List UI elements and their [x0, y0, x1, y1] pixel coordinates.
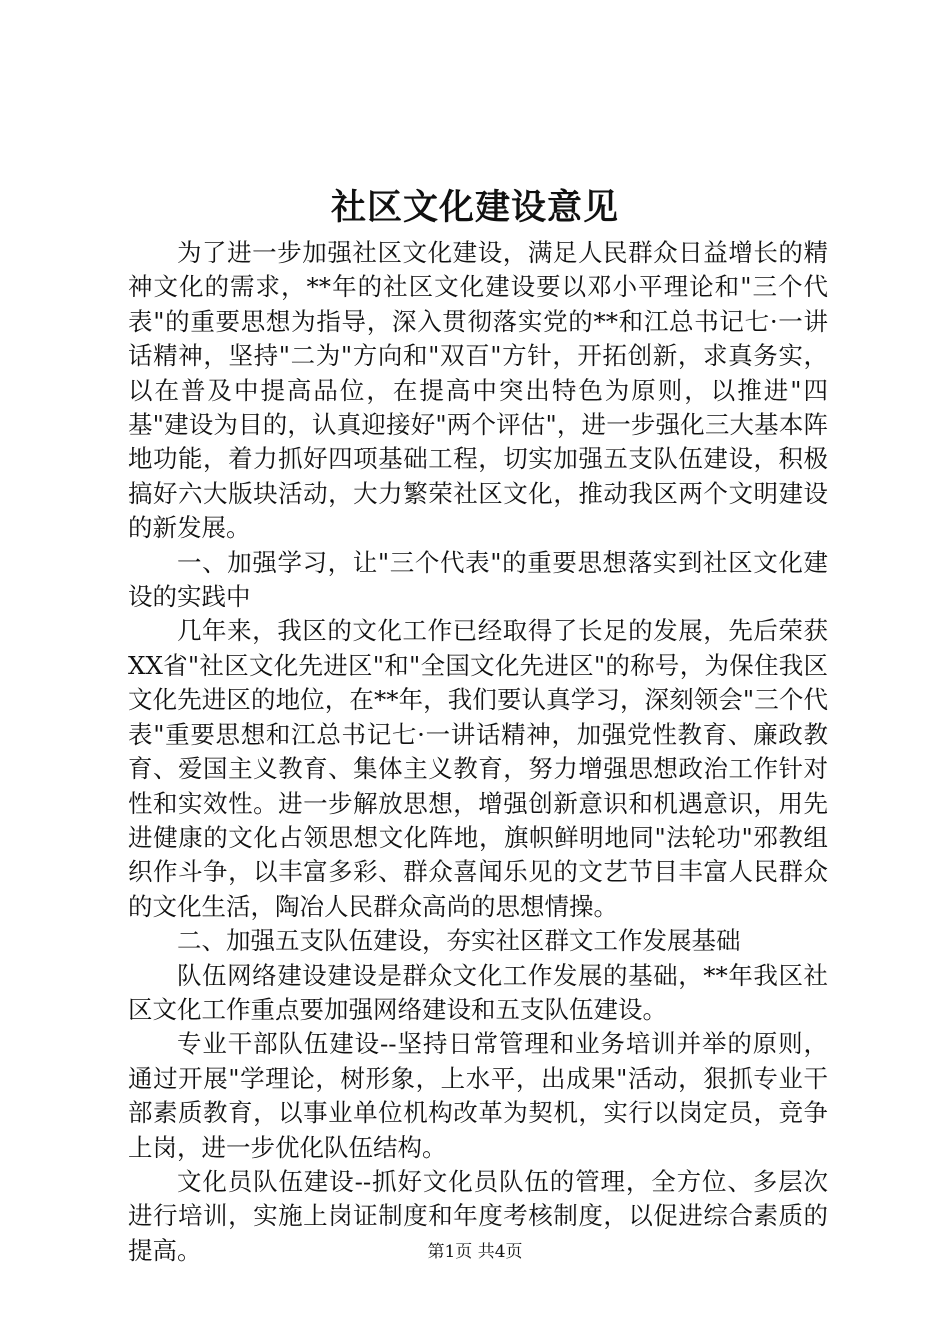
paragraph-professional-cadre: 专业干部队伍建设--坚持日常管理和业务培训并举的原则，通过开展"学理论，树形象，上水平，出成果"活动，狠抓专业干部素质教育，以事业单位机构改革为契机，实行以岗定员，竞争上岗，进一步优化队伍结构。 [128, 1029, 828, 1162]
section-heading-2: 二、加强五支队伍建设，夯实社区群文工作发展基础 [177, 926, 741, 956]
section-heading-1: 一、加强学习，让"三个代表"的重要思想落实到社区文化建设的实践中 [128, 547, 828, 612]
paragraph-section-1: 几年来，我区的文化工作已经取得了长足的发展，先后荣获XX省"社区文化先进区"和"全国文化先进区"的称号，为保住我区文化先进区的地位，在**年，我们要认真学习，深刻领会"三个代表"重要思想和江总书记七·一讲话精神，加强党性教育、廉政教育、爱国主义教育、集体主义教育，努力增强思想政治工作针对性和实效性。进一步解放思想，增强创新意识和机遇意识，用先进健康的文化占领思想文化阵地，旗帜鲜明地同"法轮功"邪教组织作斗争，以丰富多彩、群众喜闻乐见的文艺节目丰富人民群众的文化生活，陶冶人民群众高尚的思想情操。 [128, 616, 828, 921]
paragraph-culture-staff: 文化员队伍建设--抓好文化员队伍的管理，全方位、多层次进行培训，实施上岗证制度和年度考核制度，以促进综合素质的提高。 [128, 1166, 828, 1265]
document-title: 社区文化建设意见 [330, 187, 619, 228]
paragraph-intro: 为了进一步加强社区文化建设，满足人民群众日益增长的精神文化的需求，**年的社区文化建设要以邓小平理论和"三个代表"的重要思想为指导，深入贯彻落实党的**和江总书记七·一讲话精神，坚持"二为"方向和"双百"方针，开拓创新，求真务实，以在普及中提高品位，在提高中突出特色为原则，以推进"四基"建设为目的，认真迎接好"两个评估"，进一步强化三大基本阵地功能，着力抓好四项基础工程，切实加强五支队伍建设，积极搞好六大版块活动，大力繁荣社区文化，推动我区两个文明建设的新发展。 [128, 238, 828, 543]
document-body [128, 236, 828, 1268]
paragraph-network-building: 队伍网络建设建设是群众文化工作发展的基础，**年我区社区文化工作重点要加强网络建设和五支队伍建设。 [128, 960, 828, 1024]
page-footer: 第1页 共4页 [427, 1242, 523, 1262]
